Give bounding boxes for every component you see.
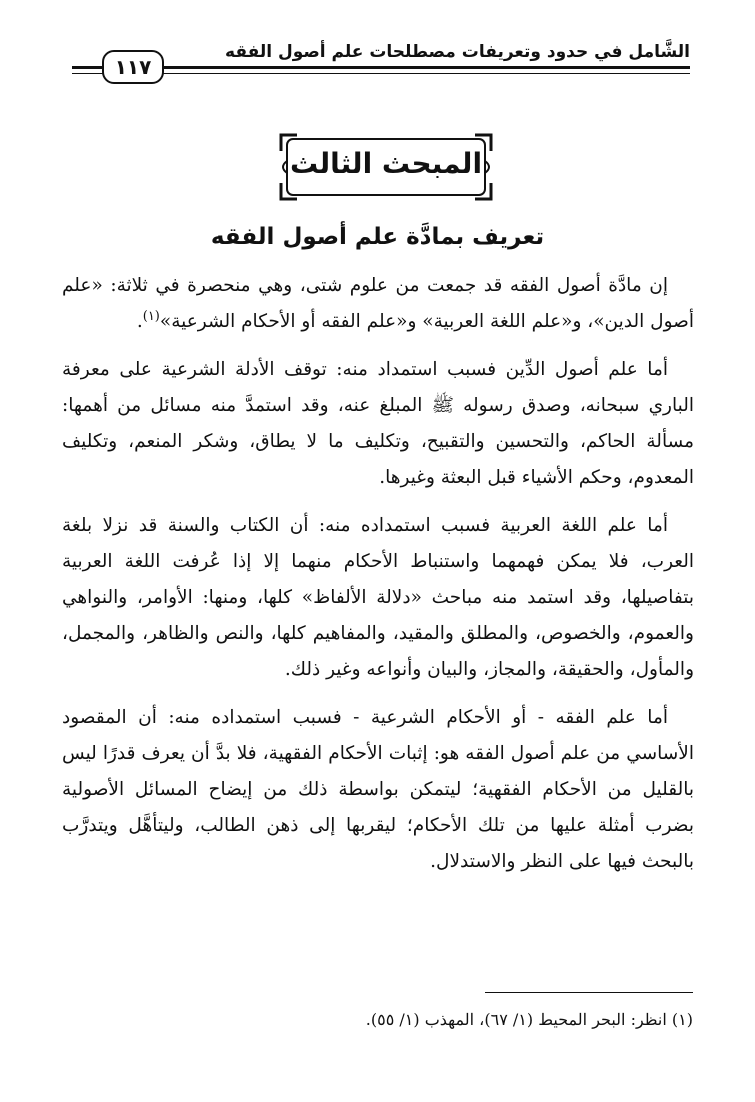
running-title: الشَّامل في حدود وتعريفات مصطلحات علم أصول الفقه bbox=[225, 42, 690, 62]
chapter-title-frame bbox=[277, 131, 495, 203]
header-rule-thin bbox=[72, 73, 690, 74]
paragraph-3: أما علم اللغة العربية فسبب استمداده منه: أن الكتاب والسنة قد نزلا بلغة العرب، فلا يمكن فهمهما واستنباط الأحكام منهما إلا إذا عُرفت اللغة العربية بتفاصيلها، وقد استمد منه مباحث «دلالة الألفاظ» كلها، ومنها: الأوامر، والنواهي والعموم، والخصوص، والمطلق والمقيد، والمفاهيم كلها، والنص والظاهر، والمجمل، والمأول، والحقيقة، والمجاز، والبيان وأنواعه وغير ذلك. bbox=[62, 515, 694, 680]
page-number: ١١٧ bbox=[102, 50, 164, 84]
paragraph-1-text: إن مادَّة أصول الفقه قد جمعت من علوم شتى، وهي منحصرة في ثلاثة: «علم أصول الدين»، و«علم اللغة العربية» و«علم الفقه أو الأحكام الشرعية» bbox=[62, 275, 694, 332]
page-header bbox=[72, 38, 690, 88]
chapter-title: المبحث الثالث bbox=[289, 147, 483, 180]
footnote: (١) انظر: البحر المحيط (١/ ٦٧)، المهذب (١/ ٥٥). bbox=[365, 1010, 693, 1029]
body-text bbox=[62, 268, 694, 892]
paragraph-2: أما علم أصول الدِّين فسبب استمداد منه: توقف الأدلة الشرعية على معرفة الباري سبحانه، وصدق رسوله ﷺ المبلغ عنه، وقد استمدَّ منه مسائل من أهمها: مسألة الحاكم، والتحسين والتقبيح، وتكليف ما لا يطاق، وشكر المنعم، وتكليف المعدوم، وحكم الأشياء قبل البعثة وغيرها. bbox=[62, 359, 694, 488]
paragraph-1: إن مادَّة أصول الفقه قد جمعت من علوم شتى، وهي منحصرة في ثلاثة: «علم أصول الدين»، و«علم اللغة العربية» و«علم الفقه أو الأحكام الشرعية»$^{(١)}$. bbox=[62, 275, 694, 332]
header-rule-thick bbox=[72, 66, 690, 69]
section-heading: تعريف بمادَّة علم أصول الفقه bbox=[210, 224, 545, 250]
paragraph-4: أما علم الفقه - أو الأحكام الشرعية - فسبب استمداده منه: أن المقصود الأساسي من علم أصول الفقه هو: إثبات الأحكام الفقهية، فلا بدَّ أن يعرف قدرًا ليس بالقليل من الأحكام الفقهية؛ ليتمكن بواسطة ذلك من إيضاح المسائل الأصولية بضرب أمثلة عليها من تلك الأحكام؛ ليقربها إلى ذهن الطالب، وليتأهَّل ويتدرَّب بالبحث فيها على النظر والاستدلال. bbox=[62, 707, 694, 872]
footnote-divider bbox=[485, 992, 693, 993]
footnote-reference: (١) bbox=[142, 308, 160, 324]
